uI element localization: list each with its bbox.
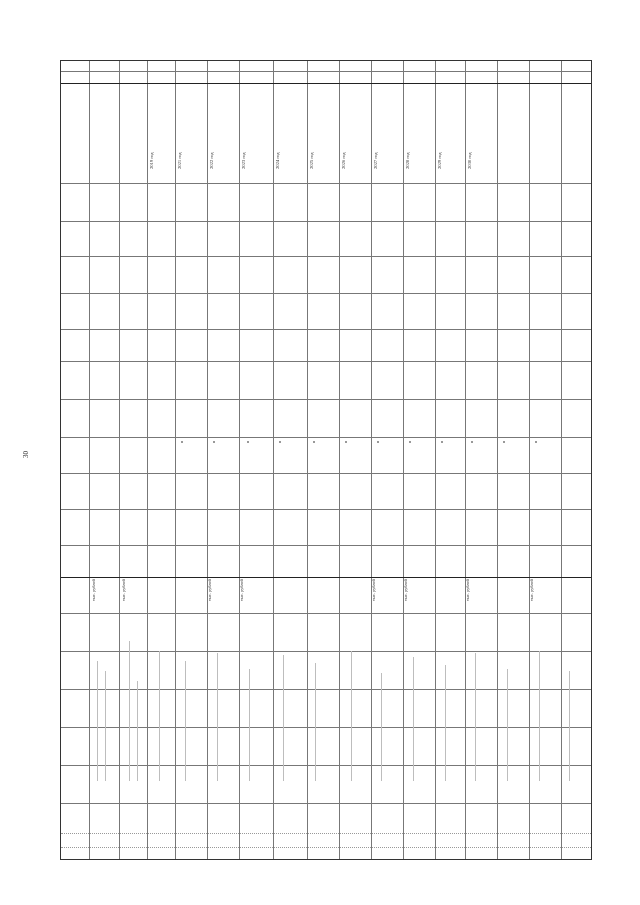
year-header: 2029 год [437, 152, 442, 169]
cell-text-line [475, 653, 476, 781]
table-vrule [339, 61, 340, 859]
table-rule [61, 847, 591, 848]
cell-mark [247, 441, 249, 443]
table-rule [61, 329, 591, 330]
year-header: 2022 год [209, 152, 214, 169]
cell-text-line [185, 661, 186, 781]
table-vrule [239, 61, 240, 859]
cell-text-line [315, 663, 316, 781]
table-vrule [465, 61, 466, 859]
unit-label: тыс. рублей [121, 579, 126, 601]
table-rule [61, 833, 591, 834]
cell-text-line [381, 673, 382, 781]
cell-text-line [97, 661, 98, 781]
table-rule [61, 256, 591, 257]
table-rule [61, 509, 591, 510]
cell-text-line [507, 669, 508, 781]
cell-mark [503, 441, 505, 443]
table-rule [61, 689, 591, 690]
table-rule [61, 473, 591, 474]
unit-label: тыс. рублей [91, 579, 96, 601]
cell-mark [409, 441, 411, 443]
table-vrule [371, 61, 372, 859]
unit-label: тыс. рублей [371, 579, 376, 601]
table-rule [61, 727, 591, 728]
cell-mark [471, 441, 473, 443]
table-rule [61, 651, 591, 652]
table-vrule [497, 61, 498, 859]
table-rule [61, 293, 591, 294]
cell-mark [213, 441, 215, 443]
table-rule [61, 83, 591, 84]
table-vrule [147, 61, 148, 859]
unit-label: тыс. рублей [465, 579, 470, 601]
year-header: 2019 год [149, 152, 154, 169]
cell-text-line [217, 653, 218, 781]
cell-text-line [249, 669, 250, 781]
cell-mark [181, 441, 183, 443]
year-header: 2026 год [341, 152, 346, 169]
table-vrule [119, 61, 120, 859]
table-rule [61, 577, 591, 578]
table-vrule [435, 61, 436, 859]
table-rule [61, 399, 591, 400]
table-rule [61, 437, 591, 438]
table-rule [61, 183, 591, 184]
table-rule [61, 803, 591, 804]
cell-text-line [539, 651, 540, 781]
cell-mark [279, 441, 281, 443]
cell-mark [441, 441, 443, 443]
table-vrule [273, 61, 274, 859]
unit-label: тыс. рублей [207, 579, 212, 601]
year-header: 2030 год [467, 152, 472, 169]
cell-text-line [129, 641, 130, 781]
year-header: 2024 год [275, 152, 280, 169]
cell-text-line [569, 671, 570, 781]
unit-label: тыс. рублей [529, 579, 534, 601]
table-rule [61, 71, 591, 72]
table-vrule [529, 61, 530, 859]
year-header: 2025 год [309, 152, 314, 169]
unit-label: тыс. рублей [403, 579, 408, 601]
budget-table [60, 60, 592, 860]
year-header: 2021 год [177, 152, 182, 169]
table-rule [61, 765, 591, 766]
table-vrule [175, 61, 176, 859]
table-vrule [207, 61, 208, 859]
cell-text-line [159, 651, 160, 781]
cell-mark [345, 441, 347, 443]
page-number: 30 [22, 451, 30, 458]
cell-text-line [105, 671, 106, 781]
cell-mark [377, 441, 379, 443]
cell-mark [535, 441, 537, 443]
cell-text-line [351, 651, 352, 781]
table-rule [61, 545, 591, 546]
table-vrule [561, 61, 562, 859]
cell-mark [313, 441, 315, 443]
table-rule [61, 613, 591, 614]
cell-text-line [283, 655, 284, 781]
table-vrule [403, 61, 404, 859]
year-header: 2028 год [405, 152, 410, 169]
cell-text-line [445, 665, 446, 781]
unit-label: тыс. рублей [239, 579, 244, 601]
cell-text-line [413, 657, 414, 781]
table-rule [61, 221, 591, 222]
year-header: 2023 год [241, 152, 246, 169]
table-vrule [307, 61, 308, 859]
table-rule [61, 361, 591, 362]
year-header: 2027 год [373, 152, 378, 169]
cell-text-line [137, 681, 138, 781]
table-vrule [89, 61, 90, 859]
